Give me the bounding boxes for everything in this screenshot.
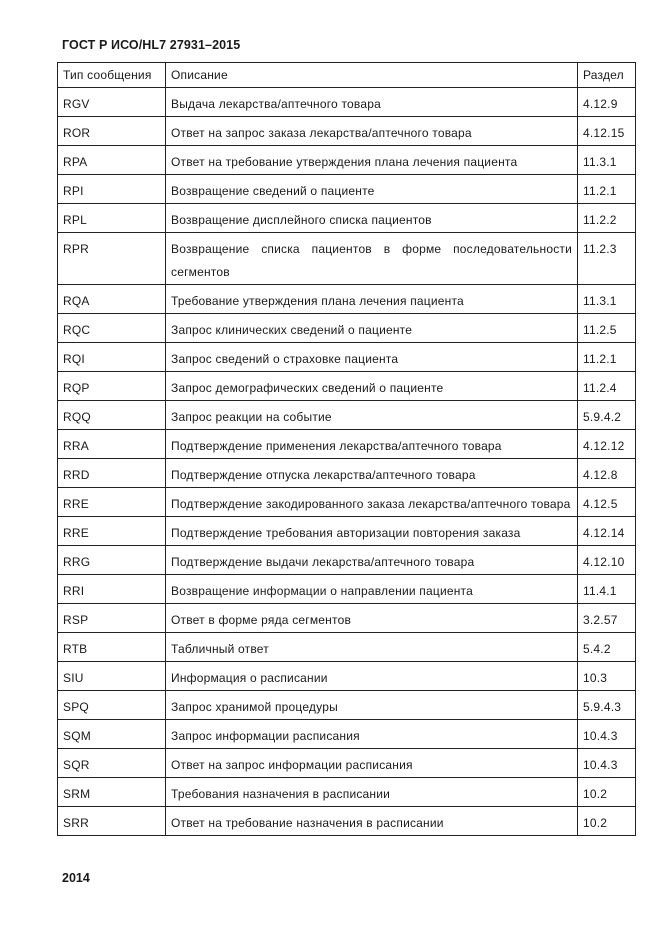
cell-type: RQA	[58, 285, 166, 314]
cell-type: SIU	[58, 662, 166, 691]
cell-description: Информация о расписании	[166, 662, 578, 691]
table-row	[58, 88, 636, 117]
cell-description: Возвращение списка пациентов в форме последовательности сегментов	[166, 233, 578, 285]
table-row	[58, 749, 636, 778]
table-row	[58, 459, 636, 488]
table-row	[58, 546, 636, 575]
cell-description: Запрос клинических сведений о пациенте	[166, 314, 578, 343]
cell-section: 10.2	[578, 807, 636, 836]
table-header-row	[58, 63, 636, 88]
table-row	[58, 233, 636, 285]
table-row	[58, 778, 636, 807]
cell-section: 4.12.9	[578, 88, 636, 117]
cell-type: SRR	[58, 807, 166, 836]
cell-section: 4.12.10	[578, 546, 636, 575]
cell-section: 10.4.3	[578, 749, 636, 778]
table-row	[58, 285, 636, 314]
table-row	[58, 372, 636, 401]
cell-description: Требования назначения в расписании	[166, 778, 578, 807]
cell-type: RPI	[58, 175, 166, 204]
cell-section: 11.2.2	[578, 204, 636, 233]
cell-type: ROR	[58, 117, 166, 146]
cell-type: RQI	[58, 343, 166, 372]
table-row	[58, 488, 636, 517]
cell-type: RRD	[58, 459, 166, 488]
cell-section: 4.12.14	[578, 517, 636, 546]
table-row	[58, 204, 636, 233]
cell-description: Запрос информации расписания	[166, 720, 578, 749]
cell-section: 4.12.15	[578, 117, 636, 146]
cell-section: 4.12.8	[578, 459, 636, 488]
cell-type: RRA	[58, 430, 166, 459]
cell-section: 11.2.5	[578, 314, 636, 343]
cell-type: RRG	[58, 546, 166, 575]
cell-description: Подтверждение требования авторизации повторения заказа	[166, 517, 578, 546]
message-types-table	[57, 62, 636, 836]
cell-section: 5.4.2	[578, 633, 636, 662]
cell-description: Ответ на требование утверждения плана лечения пациента	[166, 146, 578, 175]
cell-type: RTB	[58, 633, 166, 662]
cell-type: RPA	[58, 146, 166, 175]
column-header-description: Описание	[166, 63, 578, 88]
table-row	[58, 604, 636, 633]
cell-section: 5.9.4.3	[578, 691, 636, 720]
cell-section: 10.2	[578, 778, 636, 807]
table-row	[58, 517, 636, 546]
cell-type: RRI	[58, 575, 166, 604]
cell-type: RQC	[58, 314, 166, 343]
cell-description: Запрос демографических сведений о пациенте	[166, 372, 578, 401]
cell-type: RSP	[58, 604, 166, 633]
cell-type: RRE	[58, 488, 166, 517]
cell-type: SQR	[58, 749, 166, 778]
cell-description: Подтверждение выдачи лекарства/аптечного товара	[166, 546, 578, 575]
table-row	[58, 401, 636, 430]
cell-section: 11.3.1	[578, 285, 636, 314]
table-row	[58, 720, 636, 749]
cell-description: Подтверждение отпуска лекарства/аптечного товара	[166, 459, 578, 488]
cell-description: Подтверждение закодированного заказа лекарства/аптечного товара	[166, 488, 578, 517]
cell-description: Подтверждение применения лекарства/аптечного товара	[166, 430, 578, 459]
cell-description: Возвращение дисплейного списка пациентов	[166, 204, 578, 233]
document-header: ГОСТ Р ИСО/HL7 27931–2015	[62, 38, 241, 52]
cell-section: 11.2.1	[578, 343, 636, 372]
cell-section: 3.2.57	[578, 604, 636, 633]
column-header-section: Раздел	[578, 63, 636, 88]
cell-description: Табличный ответ	[166, 633, 578, 662]
table-row	[58, 430, 636, 459]
cell-description: Ответ на запрос информации расписания	[166, 749, 578, 778]
cell-type: SQM	[58, 720, 166, 749]
cell-section: 4.12.5	[578, 488, 636, 517]
cell-section: 11.2.1	[578, 175, 636, 204]
table-row	[58, 633, 636, 662]
page-number: 2014	[62, 871, 90, 885]
cell-type: SPQ	[58, 691, 166, 720]
cell-type: SRM	[58, 778, 166, 807]
cell-type: RQQ	[58, 401, 166, 430]
cell-description: Ответ на требование назначения в расписании	[166, 807, 578, 836]
cell-description: Запрос реакции на событие	[166, 401, 578, 430]
cell-section: 11.2.3	[578, 233, 636, 285]
cell-type: RRE	[58, 517, 166, 546]
cell-type: RPL	[58, 204, 166, 233]
cell-type: RGV	[58, 88, 166, 117]
table-row	[58, 691, 636, 720]
cell-section: 11.3.1	[578, 146, 636, 175]
cell-section: 5.9.4.2	[578, 401, 636, 430]
cell-type: RQP	[58, 372, 166, 401]
table-row	[58, 314, 636, 343]
table-row	[58, 343, 636, 372]
cell-description: Требование утверждения плана лечения пациента	[166, 285, 578, 314]
cell-description: Ответ на запрос заказа лекарства/аптечного товара	[166, 117, 578, 146]
cell-description: Запрос хранимой процедуры	[166, 691, 578, 720]
table-row	[58, 146, 636, 175]
cell-section: 4.12.12	[578, 430, 636, 459]
table-row	[58, 175, 636, 204]
cell-section: 11.4.1	[578, 575, 636, 604]
column-header-type: Тип сообщения	[58, 63, 166, 88]
cell-description: Возвращение сведений о пациенте	[166, 175, 578, 204]
cell-description: Ответ в форме ряда сегментов	[166, 604, 578, 633]
cell-description: Выдача лекарства/аптечного товара	[166, 88, 578, 117]
cell-type: RPR	[58, 233, 166, 285]
table-row	[58, 662, 636, 691]
cell-section: 10.3	[578, 662, 636, 691]
table-row	[58, 117, 636, 146]
table-row	[58, 575, 636, 604]
table-row	[58, 807, 636, 836]
cell-section: 10.4.3	[578, 720, 636, 749]
cell-description: Возвращение информации о направлении пациента	[166, 575, 578, 604]
cell-section: 11.2.4	[578, 372, 636, 401]
cell-description: Запрос сведений о страховке пациента	[166, 343, 578, 372]
